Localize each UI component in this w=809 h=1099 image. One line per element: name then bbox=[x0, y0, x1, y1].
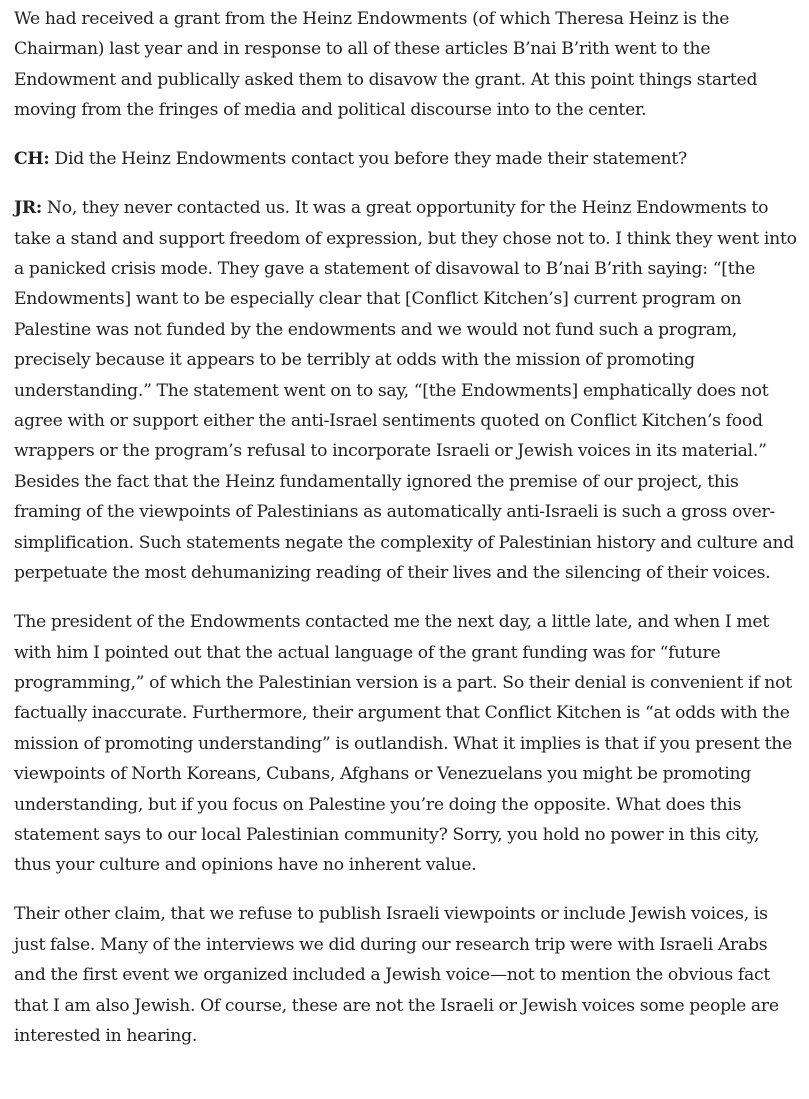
paragraph-other-claim bbox=[14, 899, 798, 1051]
paragraph-grant-context bbox=[14, 4, 798, 126]
paragraph-answer bbox=[14, 193, 798, 588]
paragraph-question bbox=[14, 144, 798, 174]
paragraph-text: No, they never contacted us. It was a great opportunity for the Heinz Endowments to take a stand and support freedom of expression, but they chose not to. I think they went into a panicked crisis mode. They gave a statement of disavowal to B’nai B’rith saying: “[the Endowments] want to be especially clear that [Conflict Kitchen’s] current program on Palestine was not funded by the endowments and we would not fund such a program, precisely because it appears to be terribly at odds with the mission of promoting understanding.” The statement went on to say, “[the Endowments] emphatically does not agree with or support either the anti-Israel sentiments quoted on Conflict Kitchen’s food wrappers or the program’s refusal to incorporate Israeli or Jewish voices in its material.” Besides the fact that the Heinz fundamentally ignored the premise of our project, this framing of the viewpoints of Palestinians as automatically anti-Israeli is such a gross over-simplification. Such statements negate the complexity of Palestinian history and culture and perpetuate the most dehumanizing reading of their lives and the silencing of their voices. bbox=[14, 198, 797, 584]
article-body bbox=[14, 4, 798, 1070]
paragraph-text: We had received a grant from the Heinz Endowments (of which Theresa Heinz is the Chairman) last year and in response to all of these articles B’nai B’rith went to the Endowment and publically asked them to disavow the grant. At this point things started moving from the fringes of media and political discourse into to the center. bbox=[14, 9, 758, 121]
paragraph-president-meeting bbox=[14, 607, 798, 881]
paragraph-text: Their other claim, that we refuse to publish Israeli viewpoints or include Jewish voices, is just false. Many of the interviews we did during our research trip were with Israeli Arabs and the first event we organized included a Jewish voice—not to mention the obvious fact that I am also Jewish. Of course, these are not the Israeli or Jewish voices some people are interested in hearing. bbox=[14, 904, 779, 1046]
speaker-label-jr: JR: bbox=[14, 198, 43, 219]
paragraph-text: Did the Heinz Endowments contact you before they made their statement? bbox=[49, 149, 687, 170]
paragraph-text: The president of the Endowments contacted me the next day, a little late, and when I met with him I pointed out that the actual language of the grant funding was for “future programming,” of which the Palestinian version is a part. So their denial is convenient if not factually inaccurate. Furthermore, their argument that Conflict Kitchen is “at odds with the mission of promoting understanding” is outlandish. What it implies is that if you present the viewpoints of North Koreans, Cubans, Afghans or Venezuelans you might be promoting understanding, but if you focus on Palestine you’re doing the opposite. What does this statement says to our local Palestinian community? Sorry, you hold no power in this city, thus your culture and opinions have no inherent value. bbox=[14, 612, 793, 876]
speaker-label-ch: CH: bbox=[14, 149, 50, 170]
